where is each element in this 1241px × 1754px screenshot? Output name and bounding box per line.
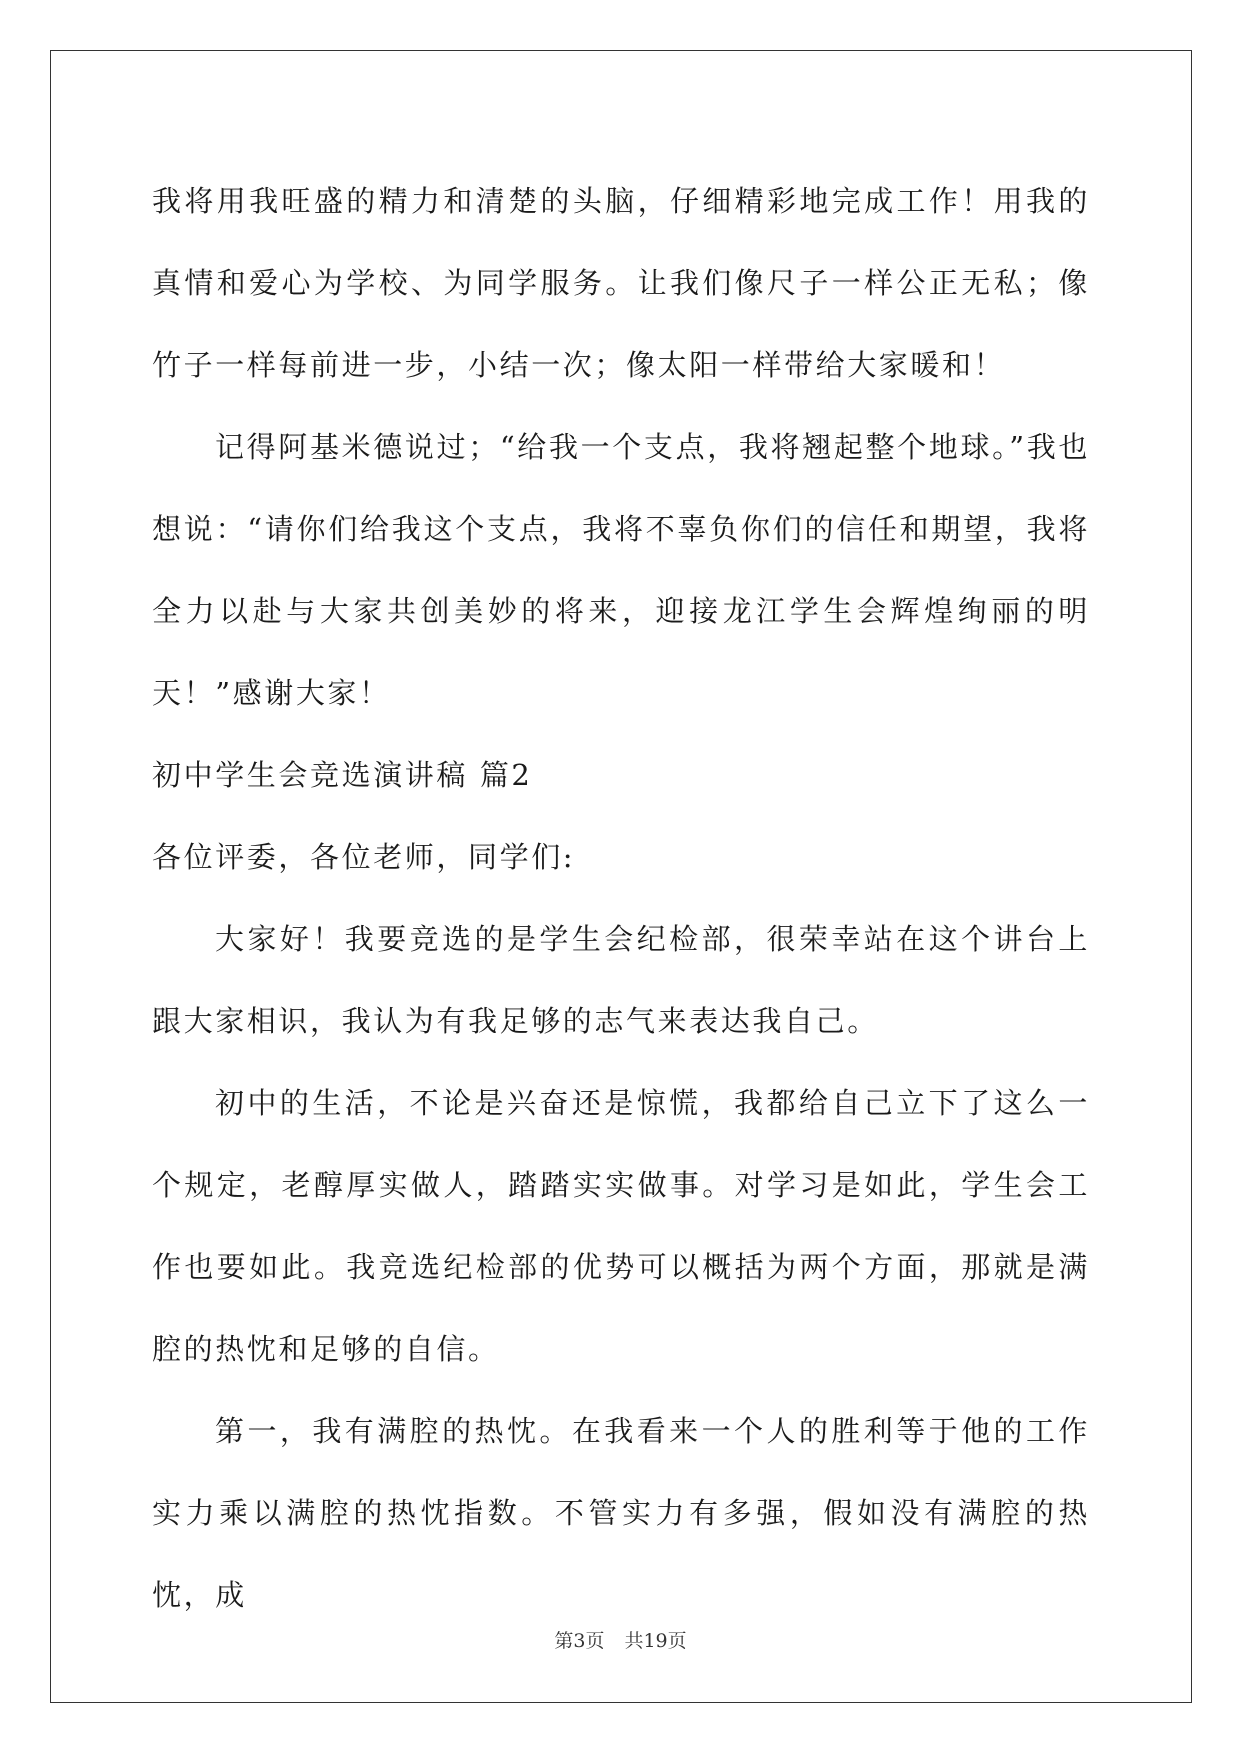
page-total: 共19页 [624,1630,687,1652]
paragraph-1: 我将用我旺盛的精力和清楚的头脑，仔细精彩地完成工作！用我的真情和爱心为学校、为同学服务。让我们像尺子一样公正无私；像竹子一样每前进一步，小结一次；像太阳一样带给大家暖和！ [152,184,1090,382]
paragraph-first-point: 第一，我有满腔的热忱。在我看来一个人的胜利等于他的工作实力乘以满腔的热忱指数。不管实力有多强，假如没有满腔的热忱，成 [152,1414,1090,1612]
paragraph-advantages: 初中的生活，不论是兴奋还是惊慌，我都给自己立下了这么一个规定，老醇厚实做人，踏踏实实做事。对学习是如此，学生会工作也要如此。我竞选纪检部的优势可以概括为两个方面，那就是满腔的热忱和足够的自信。 [152,1086,1090,1366]
page-number: 第3页 [554,1630,605,1652]
section-heading: 初中学生会竞选演讲稿 篇2 [152,758,533,792]
paragraph-greeting: 大家好！我要竞选的是学生会纪检部，很荣幸站在这个讲台上跟大家相识，我认为有我足够的志气来表达我自己。 [152,922,1090,1038]
document-body [152,160,1090,1636]
paragraph-2: 记得阿基米德说过；“给我一个支点，我将翘起整个地球。”我也想说：“请你们给我这个支点，我将不辜负你们的信任和期望，我将全力以赴与大家共创美妙的将来，迎接龙江学生会辉煌绚丽的明天！”感谢大家！ [152,430,1090,710]
salutation: 各位评委，各位老师，同学们: [152,840,576,874]
page-footer [0,1626,1241,1653]
